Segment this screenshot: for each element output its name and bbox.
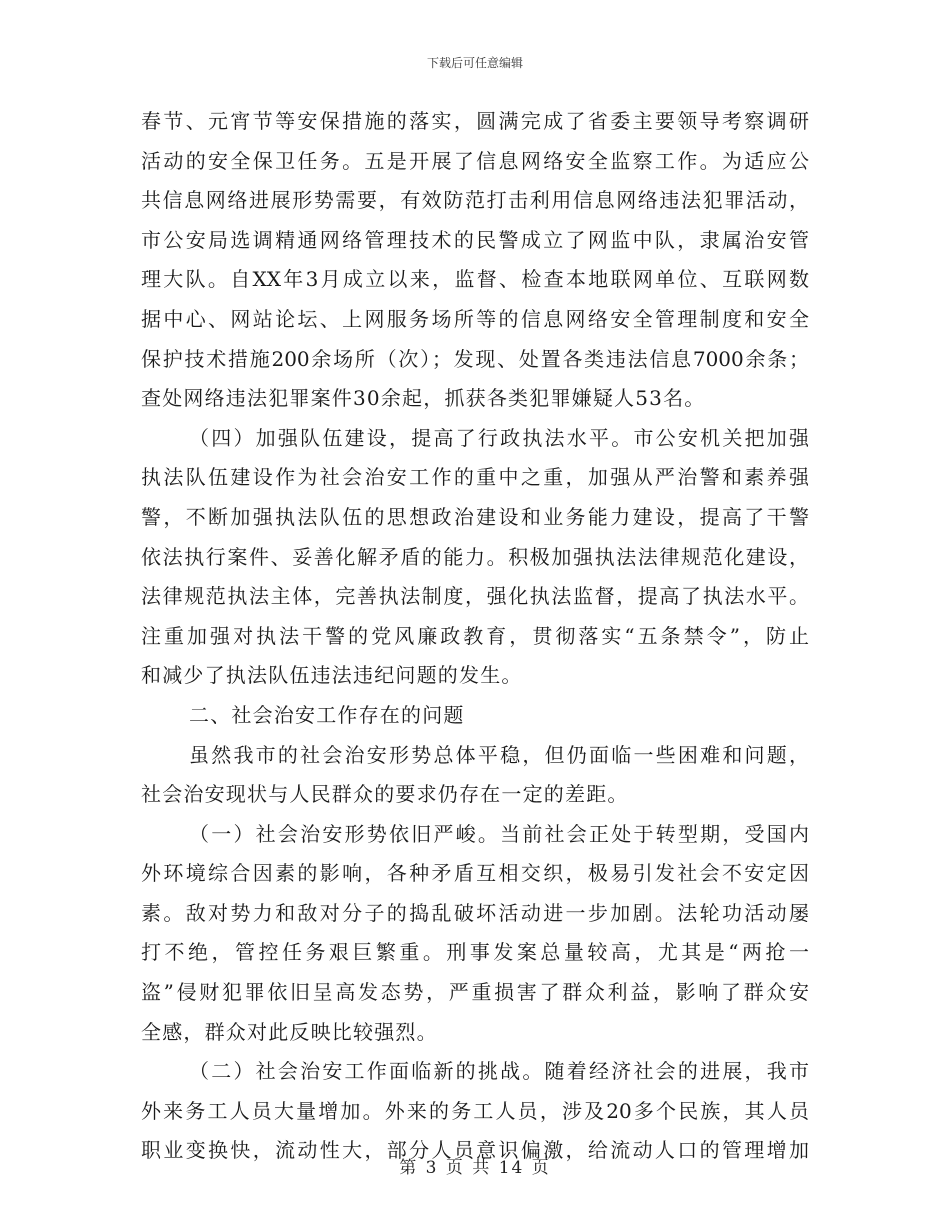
text-line: 据中心、网站论坛、上网服务场所等的信息网络安全管理制度和安全 bbox=[141, 306, 809, 331]
text-line: 全感，群众对此反映比较强烈。 bbox=[141, 1019, 438, 1044]
text-line: 素。敌对势力和敌对分子的捣乱破坏活动进一步加剧。法轮功活动屡 bbox=[141, 900, 809, 925]
text-line: 虽然我市的社会治安形势总体平稳，但仍面临一些困难和问题， bbox=[189, 742, 809, 767]
text-line: 二、社会治安工作存在的问题 bbox=[189, 702, 465, 727]
text-line: 打不绝，管控任务艰巨繁重。刑事发案总量较高，尤其是“两抢一 bbox=[141, 940, 809, 965]
text-line: 警，不断加强执法队伍的思想政治建设和业务能力建设，提高了干警 bbox=[141, 504, 809, 529]
text-line: 和减少了执法队伍违法违纪问题的发生。 bbox=[141, 663, 523, 688]
text-line: 盗”侵财犯罪依旧呈高发态势，严重损害了群众利益，影响了群众安 bbox=[141, 980, 809, 1005]
text-line: 活动的安全保卫任务。五是开展了信息网络安全监察工作。为适应公 bbox=[141, 148, 809, 173]
text-line: 外环境综合因素的影响，各种矛盾互相交织，极易引发社会不安定因 bbox=[141, 861, 809, 886]
page-header: 下载后可任意编辑 bbox=[426, 56, 523, 70]
text-line: （一）社会治安形势依旧严峻。当前社会正处于转型期，受国内 bbox=[189, 821, 809, 846]
text-line: 理大队。自XX年3月成立以来，监督、检查本地联网单位、互联网数 bbox=[141, 267, 809, 292]
text-line: 外来务工人员大量增加。外来的务工人员，涉及20多个民族，其人员 bbox=[141, 1098, 809, 1123]
text-line: 职业变换快，流动性大，部分人员意识偏激，给流动人口的管理增加 bbox=[141, 1138, 809, 1163]
text-line: 依法执行案件、妥善化解矛盾的能力。积极加强执法法律规范化建设， bbox=[141, 544, 809, 569]
text-line: 法律规范执法主体，完善执法制度，强化执法监督，提高了执法水平。 bbox=[141, 584, 809, 609]
text-line: 春节、元宵节等安保措施的落实，圆满完成了省委主要领导考察调研 bbox=[141, 109, 809, 133]
document-body bbox=[141, 102, 809, 1171]
text-line: 市公安局选调精通网络管理技术的民警成立了网监中队，隶属治安管 bbox=[141, 227, 809, 252]
text-line: 查处网络违法犯罪案件30余起，抓获各类犯罪嫌疑人53名。 bbox=[141, 386, 706, 411]
text-line: （四）加强队伍建设，提高了行政执法水平。市公安机关把加强 bbox=[189, 425, 809, 450]
text-line: 共信息网络进展形势需要，有效防范打击利用信息网络违法犯罪活动， bbox=[141, 188, 809, 213]
page-footer: 第 3 页 共 14 页 bbox=[399, 1158, 551, 1178]
text-line: 注重加强对执法干警的党风廉政教育，贯彻落实“五条禁令”，防止 bbox=[141, 623, 809, 648]
text-line: 保护技术措施200余场所（次）；发现、处置各类违法信息7000余条； bbox=[141, 346, 809, 371]
text-line: （二）社会治安工作面临新的挑战。随着经济社会的进展，我市 bbox=[189, 1059, 809, 1084]
text-line: 社会治安现状与人民群众的要求仍存在一定的差距。 bbox=[141, 782, 629, 807]
text-line: 执法队伍建设作为社会治安工作的重中之重，加强从严治警和素养强 bbox=[141, 465, 809, 490]
